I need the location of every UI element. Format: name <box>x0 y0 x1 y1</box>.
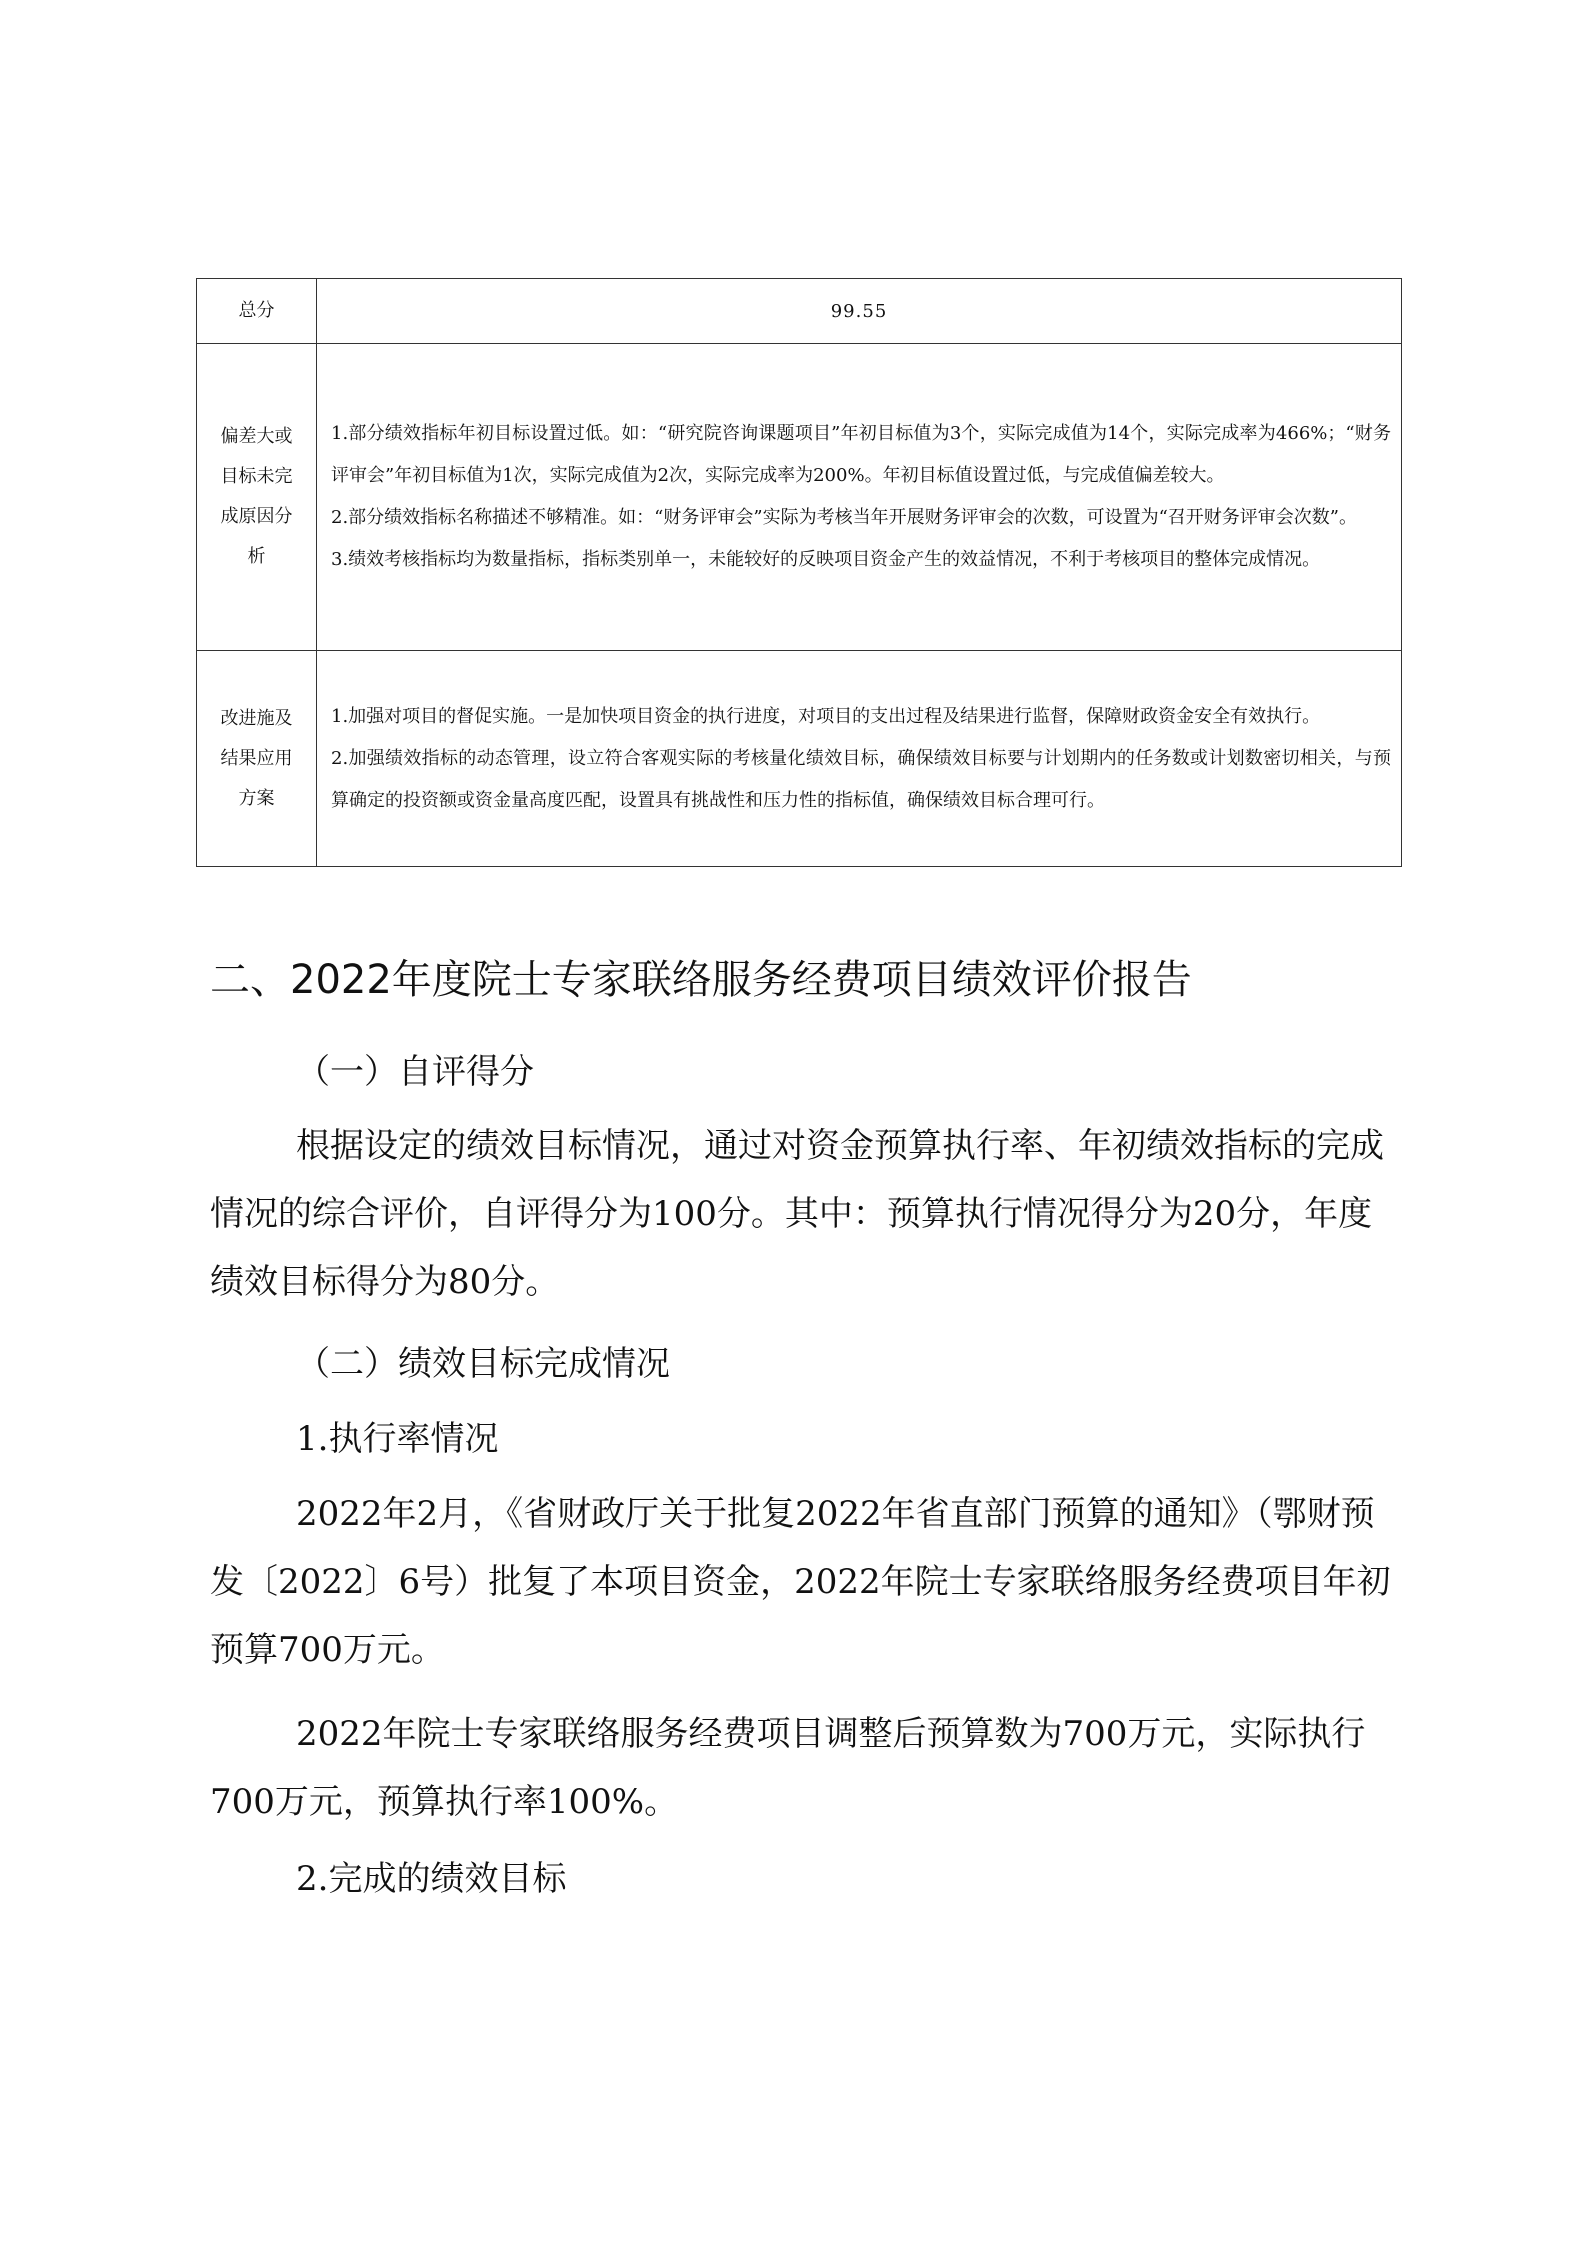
deviation-label-line: 析 <box>247 546 266 567</box>
item-execution-rate: 1.执行率情况 <box>296 1419 499 1459</box>
subheading-self-score: （一）自评得分 <box>296 1052 534 1092</box>
improvement-item: 1.加强对项目的督促实施。一是加快项目资金的执行进度，对项目的支出过程及结果进行监督，保障财政资金安全有效执行。 <box>331 705 1321 727</box>
improvement-label <box>197 651 317 867</box>
improvement-label-line: 方案 <box>238 787 275 809</box>
improvement-content <box>317 651 1402 867</box>
paragraph-self-score: 根据设定的绩效目标情况，通过对资金预算执行率、年初绩效指标的完成情况的综合评价，自评得分为100分。其中：预算执行情况得分为20分，年度绩效目标得分为80分。 <box>210 1126 1384 1302</box>
section-heading: 二、2022年度院士专家联络服务经费项目绩效评价报告 <box>210 957 1192 1003</box>
deviation-label-line: 偏差大或 <box>220 426 293 447</box>
subheading-goal-completion: （二）绩效目标完成情况 <box>296 1344 670 1384</box>
improvement-label-line: 改进施及 <box>220 707 293 729</box>
deviation-label-line: 目标未完 <box>220 466 293 487</box>
table-row-improvement <box>197 651 1402 867</box>
deviation-item: 3.绩效考核指标均为数量指标，指标类别单一，未能较好的反映项目资金产生的效益情况，不利于考核项目的整体完成情况。 <box>331 549 1321 570</box>
paragraph-budget-execution: 2022年院士专家联络服务经费项目调整后预算数为700万元，实际执行700万元，预算执行率100%。 <box>210 1714 1366 1822</box>
deviation-content <box>317 344 1402 651</box>
performance-table <box>196 278 1402 867</box>
paragraph-budget-approval: 2022年2月，《省财政厅关于批复2022年省直部门预算的通知》（鄂财预发〔2022〕6号）批复了本项目资金，2022年院士专家联络服务经费项目年初预算700万元。 <box>210 1494 1391 1670</box>
table-row-total <box>197 279 1402 344</box>
improvement-item: 2.加强绩效指标的动态管理，设立符合客观实际的考核量化绩效目标，确保绩效目标要与计划期内的任务数或计划数密切相关，与预算确定的投资额或资金量高度匹配，设置具有挑战性和压力性的指标值，确保绩效目标合理可行。 <box>331 747 1391 811</box>
item-completed-goals: 2.完成的绩效目标 <box>296 1859 567 1899</box>
improvement-label-line: 结果应用 <box>220 747 293 769</box>
table-row-deviation <box>197 344 1402 651</box>
deviation-label-line: 成原因分 <box>220 506 293 527</box>
total-score: 99.55 <box>317 279 1402 344</box>
deviation-label <box>197 344 317 651</box>
deviation-item: 1.部分绩效指标年初目标设置过低。如：“研究院咨询课题项目”年初目标值为3个，实际完成值为14个，实际完成率为466%；“财务评审会”年初目标值为1次，实际完成值为2次，实际完成率为200%。年初目标值设置过低，与完成值偏差较大。 <box>331 423 1391 486</box>
total-label: 总分 <box>197 279 317 344</box>
deviation-item: 2.部分绩效指标名称描述不够精准。如：“财务评审会”实际为考核当年开展财务评审会的次数，可设置为“召开财务评审会次数”。 <box>331 507 1357 528</box>
